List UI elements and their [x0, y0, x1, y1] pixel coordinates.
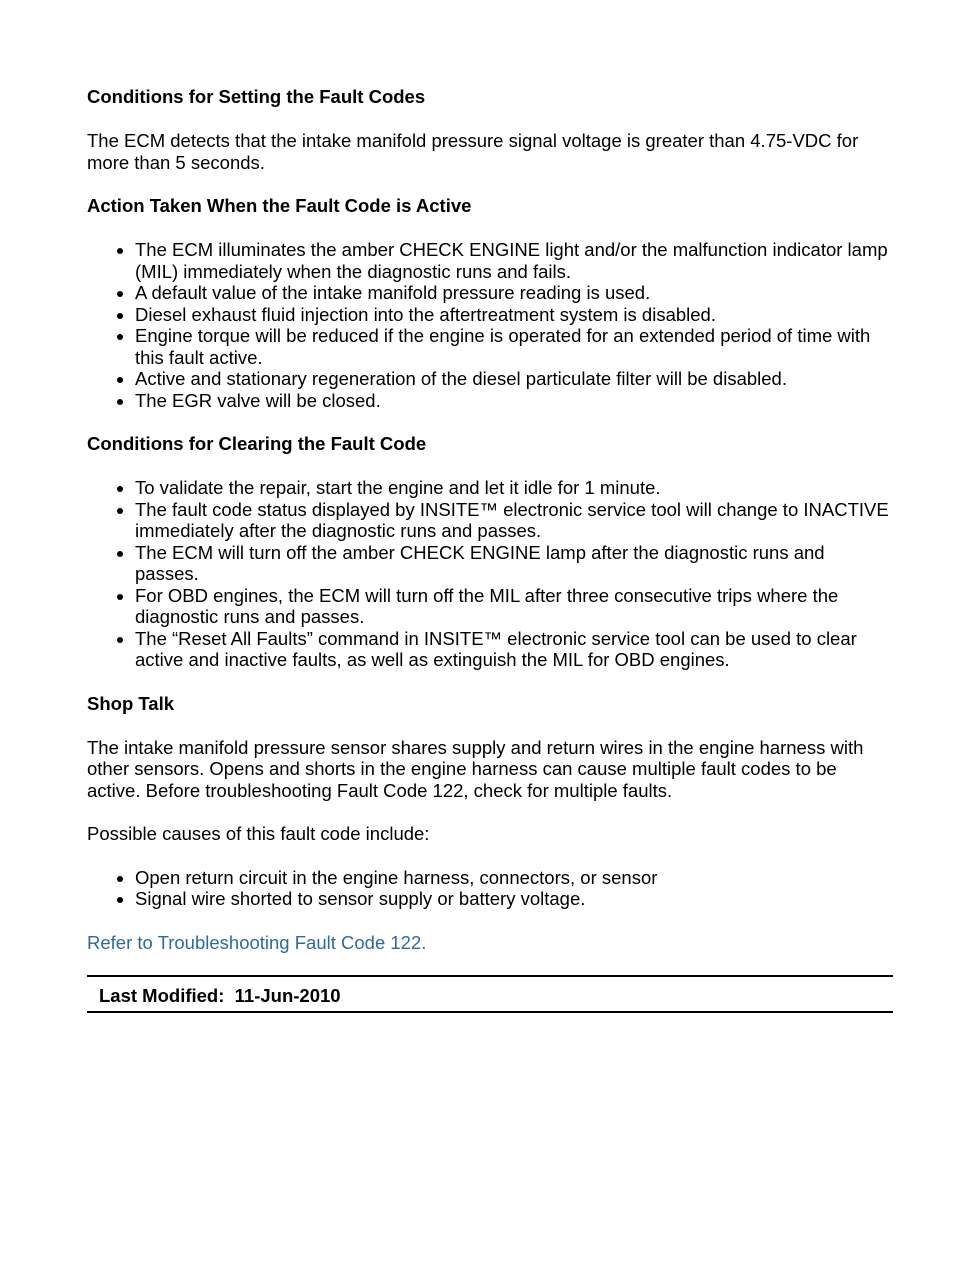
bullet-icon: [117, 594, 123, 600]
bullet-icon: [117, 897, 123, 903]
list-item: [135, 477, 893, 499]
causes-intro: Possible causes of this fault code include:: [87, 823, 430, 844]
bullet-icon: [117, 876, 123, 882]
troubleshooting-link[interactable]: Refer to Troubleshooting Fault Code 122.: [87, 931, 427, 953]
setting-text: The ECM detects that the intake manifold pressure signal voltage is greater than 4.75-VDC for more than 5 seconds.: [87, 130, 859, 173]
list-item-text: Engine torque will be reduced if the engine is operated for an extended period of time with this fault active.: [135, 325, 871, 368]
list-item-text: To validate the repair, start the engine and let it idle for 1 minute.: [135, 477, 661, 498]
list-item-text: Signal wire shorted to sensor supply or battery voltage.: [135, 888, 586, 909]
list-item-text: The ECM illuminates the amber CHECK ENGINE light and/or the malfunction indicator lamp (MIL) immediately when the diagnostic runs and fails.: [135, 239, 888, 282]
shop-talk-heading: Shop Talk: [87, 692, 175, 714]
bullet-icon: [117, 486, 123, 492]
bullet-icon: [117, 291, 123, 297]
footer-bar: [87, 975, 893, 1013]
bullet-icon: [117, 551, 123, 557]
list-item-text: Diesel exhaust fluid injection into the aftertreatment system is disabled.: [135, 303, 716, 325]
bullet-icon: [117, 377, 123, 383]
list-item-text: The EGR valve will be closed.: [135, 389, 381, 411]
action-list: [87, 239, 893, 411]
list-item-text: For OBD engines, the ECM will turn off the MIL after three consecutive trips where the diagnostic runs and passes.: [135, 584, 839, 627]
causes-list: [87, 867, 893, 910]
clearing-heading: Conditions for Clearing the Fault Code: [87, 433, 427, 454]
list-item: [135, 888, 893, 910]
list-item: [135, 390, 893, 412]
list-item-text: The fault code status displayed by INSITE™ electronic service tool will change to INACTIVE immediately after the diagnostic runs and passes.: [135, 498, 889, 541]
list-item-text: Active and stationary regeneration of the diesel particulate filter will be disabled.: [135, 368, 787, 389]
list-item-text: A default value of the intake manifold pressure reading is used.: [135, 282, 651, 303]
bullet-icon: [117, 637, 123, 643]
list-item-text: The “Reset All Faults” command in INSITE™ electronic service tool can be used to clear active and inactive faults, as well as extinguish the MIL for OBD engines.: [135, 627, 857, 670]
list-item: [135, 368, 893, 390]
list-item-text: The ECM will turn off the amber CHECK ENGINE lamp after the diagnostic runs and passes.: [135, 541, 825, 584]
list-item: [135, 282, 893, 304]
list-item: [135, 325, 893, 368]
document-content: [87, 86, 893, 953]
list-item: [135, 628, 893, 671]
clearing-list: [87, 477, 893, 671]
list-item: [135, 867, 893, 889]
list-item: [135, 499, 893, 542]
shop-talk-text: The intake manifold pressure sensor shares supply and return wires in the engine harness with other sensors. Opens and shorts in the engine harness can cause multiple fault codes to be active. Before troubleshooting Fault Code 122, check for multiple faults.: [87, 736, 864, 801]
list-item-text: Open return circuit in the engine harness, connectors, or sensor: [135, 866, 658, 888]
bullet-icon: [117, 313, 123, 319]
last-modified-label: Last Modified: 11-Jun-2010: [99, 985, 341, 1006]
bullet-icon: [117, 248, 123, 254]
action-heading: Action Taken When the Fault Code is Active: [87, 195, 472, 216]
list-item: [135, 239, 893, 282]
bullet-icon: [117, 399, 123, 405]
list-item: [135, 542, 893, 585]
setting-heading: Conditions for Setting the Fault Codes: [87, 86, 426, 107]
bullet-icon: [117, 508, 123, 514]
bullet-icon: [117, 334, 123, 340]
list-item: [135, 304, 893, 326]
list-item: [135, 585, 893, 628]
